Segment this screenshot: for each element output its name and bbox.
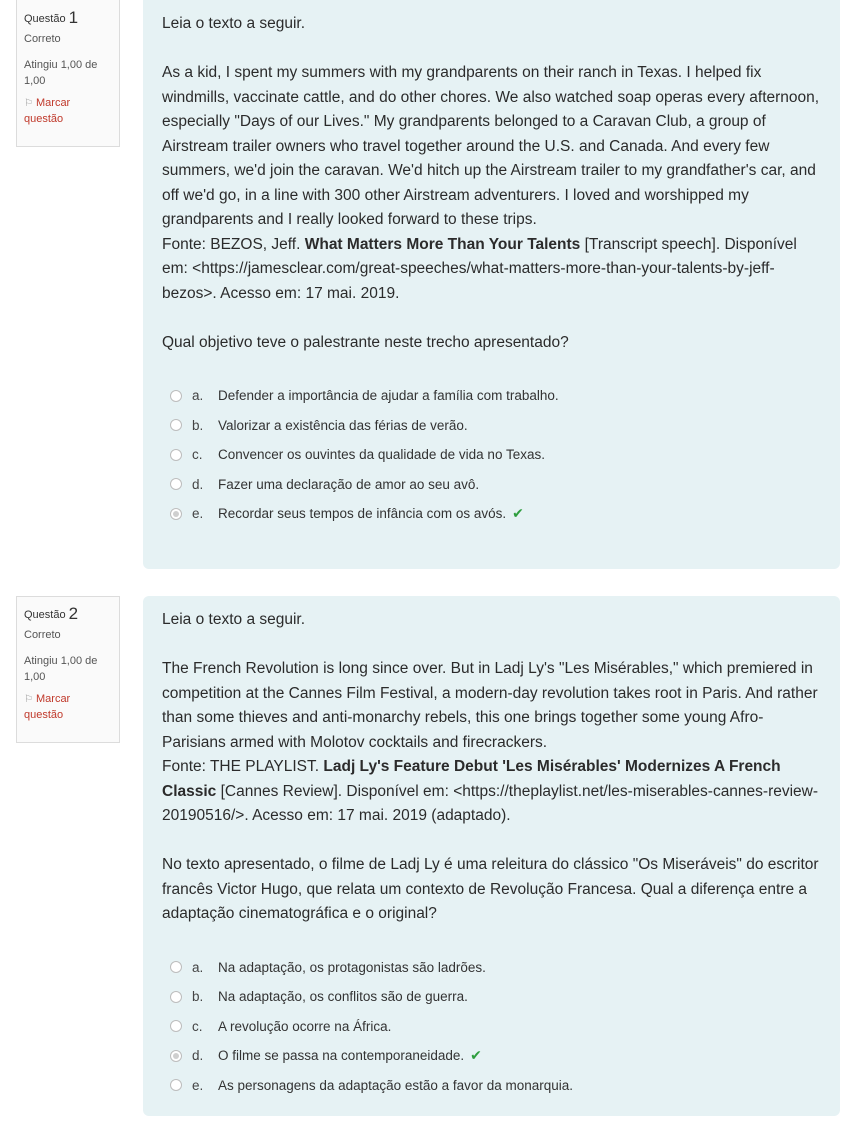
option-d[interactable]: d. Fazer uma declaração de amor ao seu avô. xyxy=(162,470,821,500)
radio-button-selected[interactable] xyxy=(170,508,182,520)
flag-icon: ⚐ xyxy=(24,98,33,109)
radio-button[interactable] xyxy=(170,419,182,431)
question-source: Fonte: BEZOS, Jeff. What Matters More Than Your Talents [Transcript speech]. Disponível em: <https://jamesclear.com/great-speeches/what-matters-more-than-your-talents-by-jeff-bezos>. Acesso em: 17 mai. 2019. xyxy=(162,235,797,302)
option-b[interactable]: b. Valorizar a existência das férias de verão. xyxy=(162,411,821,441)
question-state: Correto xyxy=(24,33,61,45)
radio-button[interactable] xyxy=(170,449,182,461)
option-c[interactable]: c. Convencer os ouvintes da qualidade de vida no Texas. xyxy=(162,440,821,470)
flag-icon: ⚐ xyxy=(24,694,33,705)
radio-button[interactable] xyxy=(170,478,182,490)
question-intro: Leia o texto a seguir. xyxy=(162,611,306,628)
question-number: Questão 1 xyxy=(24,8,79,27)
option-d[interactable]: d. O filme se passa na contemporaneidade. ✔ xyxy=(162,1041,821,1071)
flag-question-link[interactable]: ⚐ Marcar questão xyxy=(24,97,71,125)
radio-button[interactable] xyxy=(170,1079,182,1091)
option-a[interactable]: a. Defender a importância de ajudar a família com trabalho. xyxy=(162,381,821,411)
answer-options xyxy=(162,953,821,1101)
question-grade: Atingiu 1,00 de 1,00 xyxy=(24,655,98,683)
option-e[interactable]: e. Recordar seus tempos de infância com os avós. ✔ xyxy=(162,499,821,529)
radio-button[interactable] xyxy=(170,1020,182,1032)
question-prompt: Qual objetivo teve o palestrante neste trecho apresentado? xyxy=(162,333,569,351)
question-content xyxy=(143,0,840,569)
radio-button-selected[interactable] xyxy=(170,1050,182,1062)
option-e[interactable]: e. As personagens da adaptação estão a favor da monarquia. xyxy=(162,1071,821,1101)
check-icon: ✔ xyxy=(512,505,524,522)
question-passage: As a kid, I spent my summers with my grandparents on their ranch in Texas. I helped fix windmills, vaccinate cattle, and do other chores. We also watched soap operas every afternoon, especially "Days of our Lives." My grandparents belonged to a Caravan Club, a group of Airstream trailer owners who travel together around the U.S. and Canada. And every few summers, we'd join the caravan. We'd hitch up the Airstream trailer to my grandfather's car, and off we'd go, in a line with 300 other Airstream adventurers. I loved and worshipped my grandparents and I really looked forward to these trips. xyxy=(162,64,820,228)
question-info xyxy=(16,596,120,743)
question-state: Correto xyxy=(24,629,61,641)
answer-options xyxy=(162,381,821,529)
question-passage: The French Revolution is long since over. But in Ladj Ly's "Les Misérables," which premiered in competition at the Cannes Film Festival, a modern-day revolution takes root in Paris. And rather than some thieves and anti-monarchy rebels, this one brings together some young Afro-Parisians armed with Molotov cocktails and firecrackers. xyxy=(162,660,818,751)
check-icon: ✔ xyxy=(470,1047,482,1064)
option-c[interactable]: c. A revolução ocorre na África. xyxy=(162,1012,821,1042)
flag-question-link[interactable]: ⚐ Marcar questão xyxy=(24,693,71,721)
radio-button[interactable] xyxy=(170,991,182,1003)
question-number: Questão 2 xyxy=(24,604,79,623)
option-b[interactable]: b. Na adaptação, os conflitos são de guerra. xyxy=(162,982,821,1012)
option-a[interactable]: a. Na adaptação, os protagonistas são ladrões. xyxy=(162,953,821,983)
question-info xyxy=(16,0,120,147)
question-content xyxy=(143,596,840,1116)
radio-button[interactable] xyxy=(170,390,182,402)
question-intro: Leia o texto a seguir. xyxy=(162,15,306,32)
radio-button[interactable] xyxy=(170,961,182,973)
question-grade: Atingiu 1,00 de 1,00 xyxy=(24,59,98,87)
question-prompt: No texto apresentado, o filme de Ladj Ly é uma releitura do clássico "Os Miseráveis" do escritor francês Victor Hugo, que relata um contexto de Revolução Francesa. Qual a diferença entre a adaptação cinematográfica e o original? xyxy=(162,856,819,922)
question-source: Fonte: THE PLAYLIST. Ladj Ly's Feature Debut 'Les Misérables' Modernizes A French Classic [Cannes Review]. Disponível em: <https://theplaylist.net/les-miserables-cannes-review-20190516/>. Acesso em: 17 mai. 2019 (adaptado). xyxy=(162,758,819,824)
